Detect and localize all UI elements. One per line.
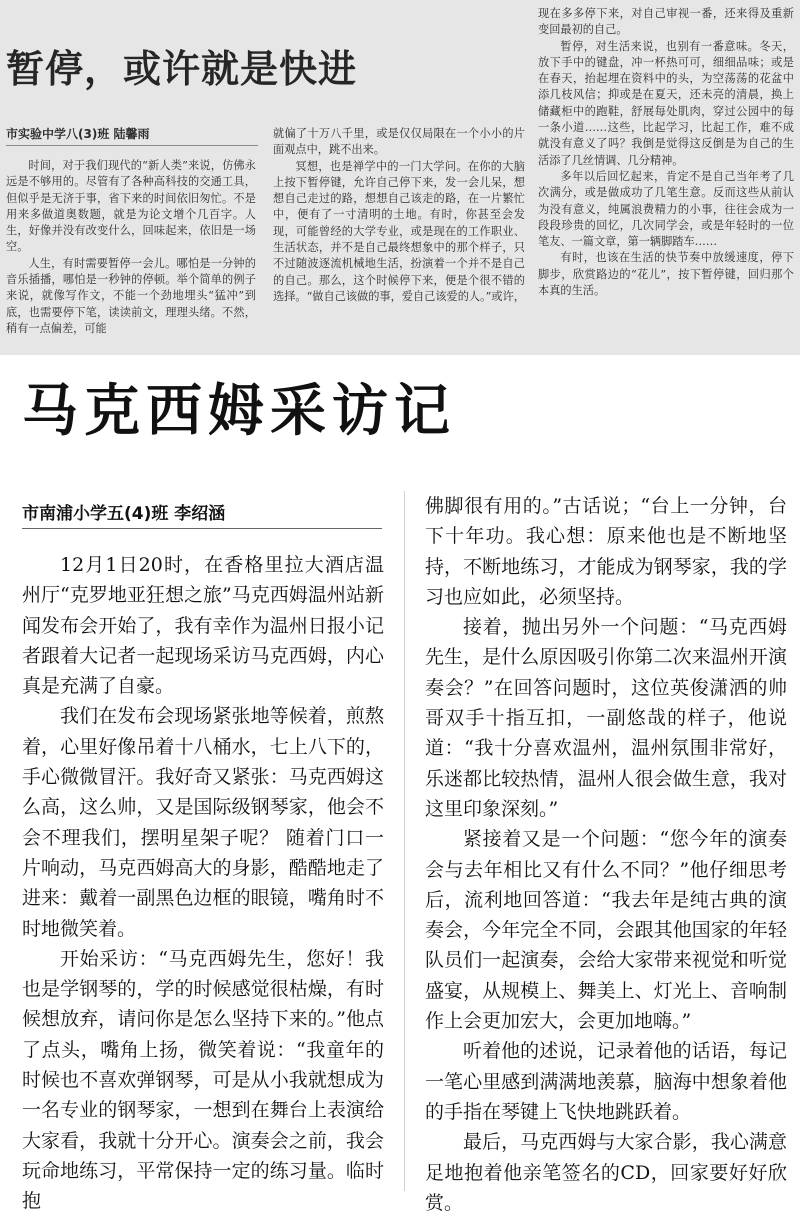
paragraph: 冥想，也是禅学中的一门大学问。在你的大脑上按下暂停键，允许自己停下来，发一会儿呆，想想自己走过的路，想想自己该走的路，在一片繁忙中，便有了一寸清明的土地。有时，你甚至会发现，可能曾经的大学专业，或是现在的工作职业、生活状态，并不是自己最终想象中的那个样子，只不过随波逐流机械地生活，扮演着一个并不是自己的自己。那么，这个时候停下来，便是个很不错的选择。“做自己该做的事，爱自己该爱的人。”或许，	[273, 159, 525, 303]
article1-column-3	[538, 6, 794, 299]
article2-title: 马克西姆采访记	[22, 379, 456, 444]
paragraph: 时间，对于我们现代的“新人类”来说，仿佛永远是不够用的。尽管有了各种高科技的交通工具，但似乎是无济于事，省下来的时间依旧匆忙。不是用来多做道奥数题，就是为论文增个几百字。人生，好像并没有改变什么，回味起来，依旧是一场空。	[6, 159, 256, 254]
paragraph: 就偏了十万八千里，或是仅仅局限在一个小小的片面观点中，跳不出来。	[273, 127, 525, 157]
paragraph: 佛脚很有用的。”古话说；“台上一分钟，台下十年功。我心想：原来他也是不断地坚持，不断地练习，才能成为钢琴家，我的学习也应如此，必须坚持。	[425, 495, 787, 608]
article-clipping-bottom	[0, 355, 800, 1214]
article1-byline: 市实验中学八(3)班 陆馨雨	[6, 125, 258, 146]
paragraph: 我们在发布会现场紧张地等候着，煎熬着，心里好像吊着十八桶水，七上八下的，手心微微冒汗。我好奇又紧张：马克西姆这么高，这么帅，又是国际级钢琴家，他会不会不理我们，摆明星架子呢？ 随着门口一片响动，马克西姆高大的身影，酷酷地走了进来：戴着一副黑色边框的眼镜，嘴角时不时地微笑着。	[22, 705, 384, 940]
article1-column-2	[273, 126, 525, 305]
paragraph: 暂停，对生活来说，也别有一番意味。冬天，放下手中的键盘，冲一杯热可可，细细品味；或是在春天，抬起埋在资料中的头，为空荡荡的花盆中添几枝风信；抑或是在夏天，还未亮的清晨，换上储藏柜中的跑鞋，舒展每处肌肉，穿过公园中的每一条小道……这些，比起学习，比起工作，难不成就没有意义了吗？我倒是觉得这反倒是为自己的生活添了几丝情调、几分精神。	[538, 39, 794, 167]
article1-title: 暂停，或许就是快进	[6, 47, 358, 91]
paragraph: 开始采访：“马克西姆先生，您好！我也是学钢琴的，学的时候感觉很枯燥，有时候想放弃，请问你是怎么坚持下来的。”他点了点头，嘴角上扬，微笑着说：“我童年的时候也不喜欢弹钢琴，可是从小我就想成为一名专业的钢琴家，一想到在舞台上表演给大家看，我就十分开心。演奏会之前，我会玩命地练习，平常保持一定的练习量。临时抱	[22, 947, 384, 1213]
paragraph: 听着他的述说，记录着他的话语，每记一笔心里感到满满地羡慕，脑海中想象着他的手指在琴键上飞快地跳跃着。	[425, 1040, 787, 1123]
paragraph: 现在多多停下来，对自己审视一番，还来得及重新变回最初的自己。	[538, 7, 794, 37]
paragraph: 多年以后回忆起来，肯定不是自己当年考了几次满分，或是做成功了几笔生意。反而这些从前认为没有意义，纯属浪费精力的小事，往往会成为一段段珍贵的回忆，几次同学会，或是年轻时的一位笔友、一篇文章，第一辆脚踏车……	[538, 169, 794, 249]
paragraph: 人生，有时需要暂停一会儿。哪怕是一分钟的音乐插播，哪怕是一秒钟的停顿。举个简单的例子来说，就像写作文，不能一个劲地埋头“猛冲”到底，也需要停下笔，读读前文，理理头绪。不然，稍有一点偏差，可能	[6, 256, 256, 335]
article2-byline: 市南浦小学五(4)班 李绍涵	[22, 499, 382, 529]
article1-column-1	[6, 158, 256, 337]
paragraph: 有时，也该在生活的快节奏中放缓速度，停下脚步，欣赏路边的“花儿”，按下暂停键，回归那个本真的生活。	[538, 251, 794, 298]
paragraph: 接着，抛出另外一个问题：“马克西姆先生，是什么原因吸引你第二次来温州开演奏会？”在回答问题时，这位英俊潇洒的帅哥双手十指互扣，一副悠哉的样子，他说道：“我十分喜欢温州，温州氛围非常好，乐迷都比较热情，温州人很会做生意，我对这里印象深刻。”	[425, 616, 787, 820]
article2-column-1	[22, 550, 384, 1217]
article2-column-2	[425, 491, 787, 1218]
article-clipping-top	[0, 0, 800, 355]
paragraph: 12月1日20时，在香格里拉大酒店温州厅“克罗地亚狂想之旅”马克西姆温州站新闻发布会开始了，我有幸作为温州日报小记者跟着大记者一起现场采访马克西姆，内心真是充满了自豪。	[22, 554, 384, 698]
paragraph: 紧接着又是一个问题：“您今年的演奏会与去年相比又有什么不同？”他仔细思考后，流利地回答道：“我去年是纯古典的演奏会，今年完全不同，会跟其他国家的年轻队员们一起演奏，会给大家带来视觉和听觉盛宴，从规模上、舞美上、灯光上、音响制作上会更加宏大，会更加地嗨。”	[425, 828, 787, 1033]
column-divider	[404, 491, 405, 1191]
paragraph: 最后，马克西姆与大家合影，我心满意足地抱着他亲笔签名的CD，回家要好好欣赏。	[425, 1131, 787, 1214]
